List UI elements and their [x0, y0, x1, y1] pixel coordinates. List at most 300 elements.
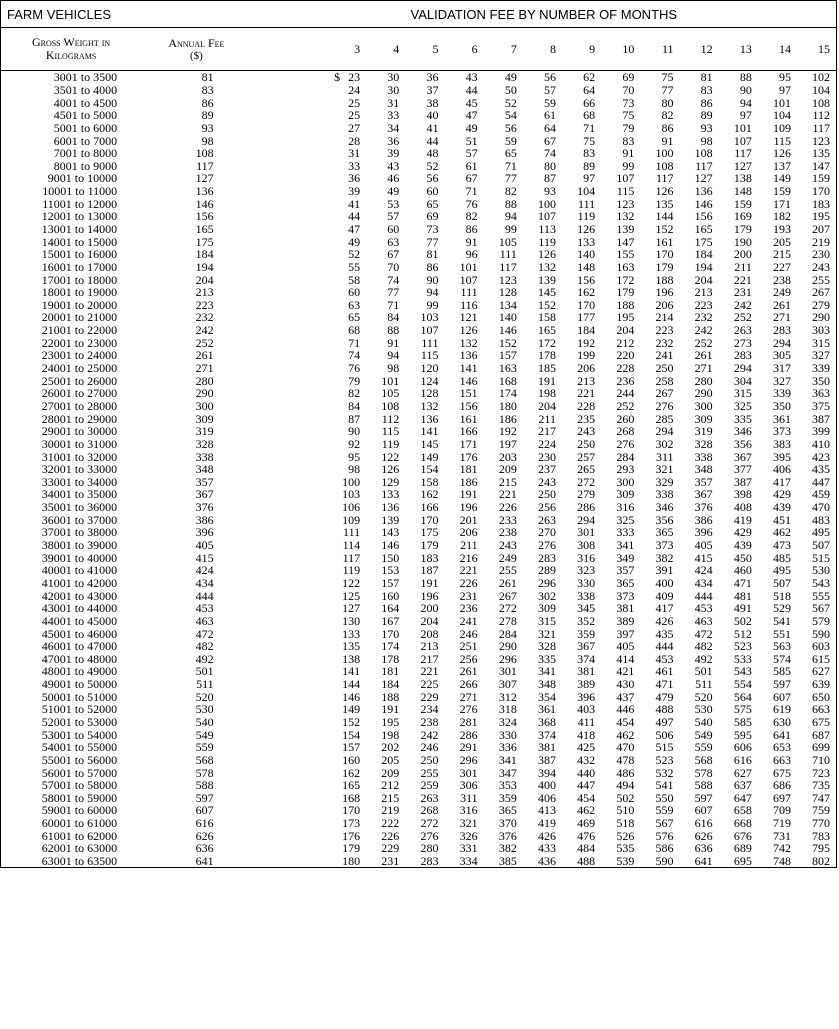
fee-cell: 190 — [733, 234, 752, 249]
fee-cell: 272 — [577, 474, 596, 489]
fee-cell: 199 — [577, 348, 596, 363]
spacer-cell — [252, 526, 327, 539]
fee-cell: 658 — [733, 803, 752, 818]
fee-cell: 276 — [537, 538, 556, 553]
fee-cell: 424 — [694, 563, 713, 578]
fee-cell: 512 — [733, 626, 752, 641]
spacer-cell — [252, 678, 327, 691]
spacer-cell — [252, 450, 327, 463]
fee-cell: 179 — [342, 841, 361, 856]
fee-cell: 126 — [381, 462, 400, 477]
fee-cell: 180 — [498, 398, 517, 413]
fee-cell: 183 — [420, 550, 439, 565]
fee-cell: 386 — [694, 512, 713, 527]
fee-cell: 417 — [655, 601, 674, 616]
fee-cell: 414 — [616, 651, 635, 666]
fee-cell: 167 — [381, 613, 400, 628]
annual-fee-cell: 472 — [195, 626, 214, 641]
fee-cell: 242 — [694, 323, 713, 338]
annual-fee-cell: 463 — [195, 613, 214, 628]
fee-cell: 156 — [459, 398, 478, 413]
fee-cell: 398 — [733, 487, 752, 502]
fee-cell: 243 — [812, 259, 830, 274]
fee-cell: 182 — [773, 209, 792, 224]
fee-cell: 90 — [348, 424, 361, 439]
table-row — [1, 577, 837, 590]
spacer-cell — [252, 286, 327, 299]
spacer-cell — [252, 703, 327, 716]
table-row — [1, 450, 837, 463]
fee-cell: 395 — [773, 449, 792, 464]
fee-cell: 66 — [583, 95, 596, 110]
fee-cell: 141 — [459, 361, 478, 376]
fee-cell: 233 — [498, 512, 517, 527]
fee-cell: 75 — [583, 133, 596, 148]
fee-cell: 28 — [348, 133, 361, 148]
fee-cell: 213 — [694, 285, 713, 300]
annual-fee-label-line2: ($) — [189, 49, 203, 62]
fee-cell: 94 — [739, 95, 752, 110]
fee-cell: 61 — [543, 108, 556, 123]
fee-cell: 226 — [498, 500, 517, 515]
fee-cell: 101 — [733, 120, 752, 135]
fee-cell: 206 — [459, 525, 478, 540]
fee-cell: 231 — [459, 588, 478, 603]
fee-cell: 52 — [348, 247, 361, 262]
fee-cell: 158 — [537, 310, 556, 325]
fee-cell: 491 — [733, 601, 752, 616]
fee-cell: 249 — [498, 550, 517, 565]
fee-cell: 101 — [381, 373, 400, 388]
fee-cell: 231 — [381, 854, 400, 869]
fee-cell: 166 — [459, 424, 478, 439]
fee-cell: 179 — [420, 538, 439, 553]
fee-cell: 550 — [655, 790, 674, 805]
fee-cell: 306 — [459, 778, 478, 793]
table-row — [1, 261, 837, 274]
fee-cell: 105 — [381, 386, 400, 401]
fee-cell: 144 — [655, 209, 674, 224]
fee-cell: 381 — [577, 664, 596, 679]
weight-range-cell: 43001 to 44000 — [41, 601, 118, 616]
fee-cell: 373 — [773, 424, 792, 439]
fee-cell: 99 — [622, 158, 635, 173]
fee-cell: 276 — [420, 828, 439, 843]
table-row — [1, 96, 837, 109]
fee-cell: 339 — [812, 361, 830, 376]
fee-cell: 103 — [420, 310, 439, 325]
table-row — [1, 602, 837, 615]
fee-cell: 315 — [733, 386, 752, 401]
fee-cell: 232 — [655, 335, 674, 350]
month-12-header: 12 — [680, 28, 719, 71]
fee-cell: 67 — [465, 171, 478, 186]
gross-weight-header — [1, 28, 142, 71]
fee-cell: 647 — [733, 790, 752, 805]
table-row — [1, 185, 837, 198]
fee-cell: 321 — [459, 816, 478, 831]
fee-cell: 687 — [812, 727, 830, 742]
fee-cell: 216 — [459, 550, 478, 565]
fee-cell: 770 — [812, 816, 830, 831]
fee-cell: 139 — [616, 222, 635, 236]
fee-cell: 641 — [773, 727, 792, 742]
fee-cell: 539 — [616, 854, 635, 869]
fee-cell: 559 — [694, 740, 713, 755]
fee-cell: 304 — [733, 373, 752, 388]
fee-cell: 494 — [616, 778, 635, 793]
month-3-header: 3 — [327, 28, 366, 71]
fee-cell: 350 — [773, 398, 792, 413]
table-row — [1, 792, 837, 805]
fee-cell: 523 — [655, 752, 674, 767]
fee-cell: 447 — [577, 778, 596, 793]
fee-cell: 77 — [387, 285, 400, 300]
fee-cell: 217 — [420, 651, 439, 666]
weight-range-cell: 38001 to 39000 — [41, 538, 118, 553]
fee-cell: 397 — [616, 626, 635, 641]
fee-cell: 695 — [733, 854, 752, 869]
fee-cell: 152 — [537, 297, 556, 312]
fee-cell: 338 — [694, 449, 713, 464]
fee-cell: 69 — [622, 70, 635, 85]
fee-cell: 432 — [577, 752, 596, 767]
fee-cell: 579 — [812, 613, 830, 628]
fee-cell: 65 — [348, 310, 361, 325]
fee-cell: 114 — [342, 538, 361, 553]
fee-cell: 376 — [694, 500, 713, 515]
fee-cell: 159 — [773, 184, 792, 199]
fee-cell: 381 — [537, 740, 556, 755]
weight-range-cell: 22001 to 23000 — [41, 335, 118, 350]
table-row — [1, 134, 837, 147]
weight-range-cell: 41001 to 42000 — [41, 575, 118, 590]
fee-cell: 396 — [694, 525, 713, 540]
fee-cell: 251 — [459, 639, 478, 654]
fee-cell: 75 — [622, 108, 635, 123]
fee-cell: 405 — [694, 538, 713, 553]
fee-cell: 117 — [499, 259, 517, 274]
weight-range-cell: 37001 to 38000 — [41, 525, 118, 540]
fee-cell: 195 — [381, 714, 400, 729]
fee-cell: 107 — [616, 171, 635, 186]
fee-cell: 209 — [381, 765, 400, 780]
fee-cell: 135 — [812, 146, 830, 161]
fee-cell: 200 — [420, 601, 439, 616]
fee-cell: 709 — [773, 803, 792, 818]
fee-cell: 603 — [812, 639, 830, 654]
fee-cell: 453 — [655, 651, 674, 666]
fee-cell: 64 — [543, 120, 556, 135]
fee-cell: 128 — [420, 386, 439, 401]
weight-range-cell: 27001 to 28000 — [41, 398, 118, 413]
fee-cell: 37 — [426, 82, 439, 97]
gross-weight-label-line2: Kilograms — [45, 48, 97, 62]
weight-range-cell: 3001 to 3500 — [53, 70, 118, 85]
annual-fee-cell: 540 — [195, 714, 214, 729]
fee-cell: 374 — [537, 727, 556, 742]
fee-cell: 243 — [537, 474, 556, 489]
fee-cell: 335 — [537, 651, 556, 666]
fee-cell: 373 — [616, 588, 635, 603]
fee-cell: 510 — [616, 803, 635, 818]
fee-cell: 255 — [420, 765, 439, 780]
fee-cell: 161 — [459, 411, 478, 426]
fee-cell: 49 — [387, 184, 400, 199]
month-8-header: 8 — [523, 28, 562, 71]
fee-cell: 195 — [812, 209, 830, 224]
fee-cell: 459 — [812, 487, 830, 502]
table-row — [1, 336, 837, 349]
fee-cell: 206 — [655, 297, 674, 312]
fee-cell: 157 — [381, 575, 400, 590]
table-row — [1, 286, 837, 299]
fee-cell: 271 — [694, 361, 713, 376]
fee-cell: 185 — [537, 361, 556, 376]
fee-cell: 69 — [426, 209, 439, 224]
fee-cell: 197 — [498, 436, 517, 451]
fee-cell: 541 — [773, 613, 792, 628]
fee-cell: 267 — [655, 386, 674, 401]
fee-cell: 60 — [387, 222, 400, 236]
fee-cell: 290 — [694, 386, 713, 401]
fee-cell: 555 — [812, 588, 830, 603]
fee-cell: 186 — [498, 411, 517, 426]
fee-cell: 104 — [812, 82, 830, 97]
fee-cell: 606 — [733, 740, 752, 755]
fee-cell: 507 — [773, 575, 792, 590]
table-row — [1, 615, 837, 628]
weight-range-cell: 63001 to 63500 — [41, 854, 118, 869]
fee-cell: 405 — [616, 639, 635, 654]
fee-cell: 426 — [655, 613, 674, 628]
fee-cell: 98 — [387, 361, 400, 376]
fee-cell: 191 — [381, 702, 400, 717]
fee-cell: 425 — [577, 740, 596, 755]
fee-cell: 108 — [812, 95, 830, 110]
fee-cell: 350 — [812, 373, 830, 388]
fee-cell: 321 — [655, 462, 674, 477]
fee-cell: 439 — [773, 500, 792, 515]
fee-cell: 88 — [504, 196, 517, 211]
fee-cell: 242 — [733, 297, 752, 312]
fee-cell: 382 — [655, 550, 674, 565]
table-row — [1, 627, 837, 640]
fee-cell: 356 — [733, 436, 752, 451]
annual-fee-cell: 482 — [195, 639, 214, 654]
fee-cell: 107 — [459, 272, 478, 287]
fee-cell: 385 — [498, 854, 517, 869]
fee-cell: 283 — [773, 323, 792, 338]
fee-cell: 112 — [812, 108, 830, 123]
annual-fee-cell: 616 — [195, 816, 214, 831]
fee-cell: 103 — [342, 487, 361, 502]
annual-fee-cell: 453 — [195, 601, 214, 616]
fee-cell: 502 — [616, 790, 635, 805]
spacer-cell — [252, 336, 327, 349]
fee-cell: 356 — [655, 512, 674, 527]
table-row — [1, 172, 837, 185]
spacer-header — [252, 28, 327, 71]
annual-fee-cell: 328 — [195, 436, 214, 451]
fee-cell: 81 — [426, 247, 439, 262]
fee-cell: 347 — [498, 765, 517, 780]
fee-cell: 115 — [773, 133, 792, 148]
fee-cell: 365 — [616, 575, 635, 590]
fee-cell: 91 — [387, 335, 400, 350]
weight-range-cell: 33001 to 34000 — [41, 474, 118, 489]
fee-cell: 141 — [342, 664, 361, 679]
fee-cell: 367 — [694, 487, 713, 502]
fee-cell: 79 — [622, 120, 635, 135]
fee-cell: 64 — [583, 82, 596, 97]
table-row — [1, 703, 837, 716]
fee-cell: 146 — [459, 373, 478, 388]
fee-cell: 559 — [655, 803, 674, 818]
fee-cell: 526 — [616, 828, 635, 843]
table-row — [1, 855, 837, 868]
fee-cell: 171 — [459, 436, 478, 451]
fee-cell: 319 — [694, 424, 713, 439]
fee-cell: 586 — [655, 841, 674, 856]
fee-cell: 294 — [773, 335, 792, 350]
fee-cell: 276 — [655, 398, 674, 413]
fee-cell: 460 — [733, 563, 752, 578]
fee-cell: 97 — [779, 82, 792, 97]
fee-cell: 41 — [348, 196, 361, 211]
spacer-cell — [252, 223, 327, 236]
fee-cell: 236 — [616, 373, 635, 388]
fee-cell: 221 — [498, 487, 517, 502]
annual-fee-cell: 83 — [201, 82, 214, 97]
annual-fee-cell: 367 — [195, 487, 214, 502]
table-row — [1, 476, 837, 489]
spacer-cell — [252, 197, 327, 210]
fee-cell: 439 — [733, 538, 752, 553]
fee-cell: 70 — [622, 82, 635, 97]
table-row — [1, 690, 837, 703]
annual-fee-cell: 444 — [195, 588, 214, 603]
fee-cell: 243 — [498, 538, 517, 553]
fee-cell: 186 — [459, 474, 478, 489]
fee-cell: 483 — [812, 512, 830, 527]
fee-cell: 419 — [537, 816, 556, 831]
month-5-header: 5 — [405, 28, 444, 71]
spacer-cell — [252, 652, 327, 665]
table-row — [1, 804, 837, 817]
fee-cell: 133 — [577, 234, 596, 249]
fee-cell: 123 — [812, 133, 830, 148]
fee-cell: 170 — [655, 247, 674, 262]
fee-cell: 481 — [733, 588, 752, 603]
fee-cell: 82 — [504, 184, 517, 199]
fee-cell: 116 — [460, 297, 478, 312]
fee-cell: 244 — [616, 386, 635, 401]
fee-cell: 33 — [387, 108, 400, 123]
fee-cell: 44 — [348, 209, 361, 224]
table-row — [1, 412, 837, 425]
fee-cell: 639 — [812, 677, 830, 692]
fee-cell: 40 — [426, 108, 439, 123]
fee-cell: 82 — [465, 209, 478, 224]
table-row — [1, 223, 837, 236]
fee-cell: 146 — [381, 538, 400, 553]
fee-cell: 119 — [577, 209, 596, 224]
fee-cell: 161 — [655, 234, 674, 249]
fee-cell: 281 — [459, 714, 478, 729]
weight-range-cell: 51001 to 52000 — [41, 702, 118, 717]
annual-fee-cell: 280 — [195, 373, 214, 388]
fee-cell: 454 — [616, 714, 635, 729]
fee-cell: 283 — [537, 550, 556, 565]
fee-cell: 77 — [661, 82, 674, 97]
fee-cell: 276 — [459, 702, 478, 717]
weight-range-cell: 61001 to 62000 — [41, 828, 118, 843]
fee-cell: 710 — [812, 752, 830, 767]
spacer-cell — [252, 741, 327, 754]
fee-cell: 63 — [387, 234, 400, 249]
fee-cell: 676 — [733, 828, 752, 843]
fee-cell: 426 — [537, 828, 556, 843]
fee-cell: 192 — [577, 335, 596, 350]
annual-fee-cell: 127 — [195, 171, 214, 186]
annual-fee-cell: 232 — [195, 310, 214, 325]
fee-cell: 229 — [381, 841, 400, 856]
fee-cell: 202 — [381, 740, 400, 755]
spacer-cell — [252, 602, 327, 615]
month-14-header: 14 — [758, 28, 797, 71]
fee-cell: 328 — [537, 639, 556, 654]
month-4-header: 4 — [366, 28, 405, 71]
fee-cell: 162 — [420, 487, 439, 502]
fee-cell: 246 — [420, 740, 439, 755]
spacer-cell — [252, 754, 327, 767]
annual-fee-cell: 223 — [195, 297, 214, 312]
annual-fee-cell: 597 — [195, 790, 214, 805]
table-row — [1, 147, 837, 160]
fee-cell: 303 — [812, 323, 830, 338]
fee-cell: 144 — [342, 677, 361, 692]
fee-cell: 62 — [583, 70, 596, 85]
spacer-cell — [252, 690, 327, 703]
fee-cell: 89 — [700, 108, 713, 123]
spacer-cell — [252, 539, 327, 552]
fee-cell: 30 — [387, 82, 400, 97]
fee-cell: 309 — [694, 411, 713, 426]
fee-cell: 689 — [733, 841, 752, 856]
spacer-cell — [252, 362, 327, 375]
fee-cell: 95 — [779, 70, 792, 85]
fee-cell: 67 — [543, 133, 556, 148]
fee-cell: 109 — [342, 512, 361, 527]
fee-cell: 267 — [498, 588, 517, 603]
fee-cell: 735 — [812, 778, 830, 793]
fee-cell: 82 — [348, 386, 361, 401]
fee-cell: 418 — [577, 727, 596, 742]
annual-fee-cell: 511 — [196, 677, 214, 692]
annual-fee-cell: 252 — [195, 335, 214, 350]
table-row — [1, 640, 837, 653]
fee-cell: 515 — [655, 740, 674, 755]
fee-cell: 359 — [498, 790, 517, 805]
fee-cell: 56 — [426, 171, 439, 186]
fee-cell: 470 — [812, 500, 830, 515]
weight-range-cell: 24001 to 25000 — [41, 361, 118, 376]
fee-cell: 44 — [426, 133, 439, 148]
fee-cell: 117 — [342, 550, 361, 565]
fee-cell: 68 — [583, 108, 596, 123]
fee-cell: 170 — [812, 184, 830, 199]
